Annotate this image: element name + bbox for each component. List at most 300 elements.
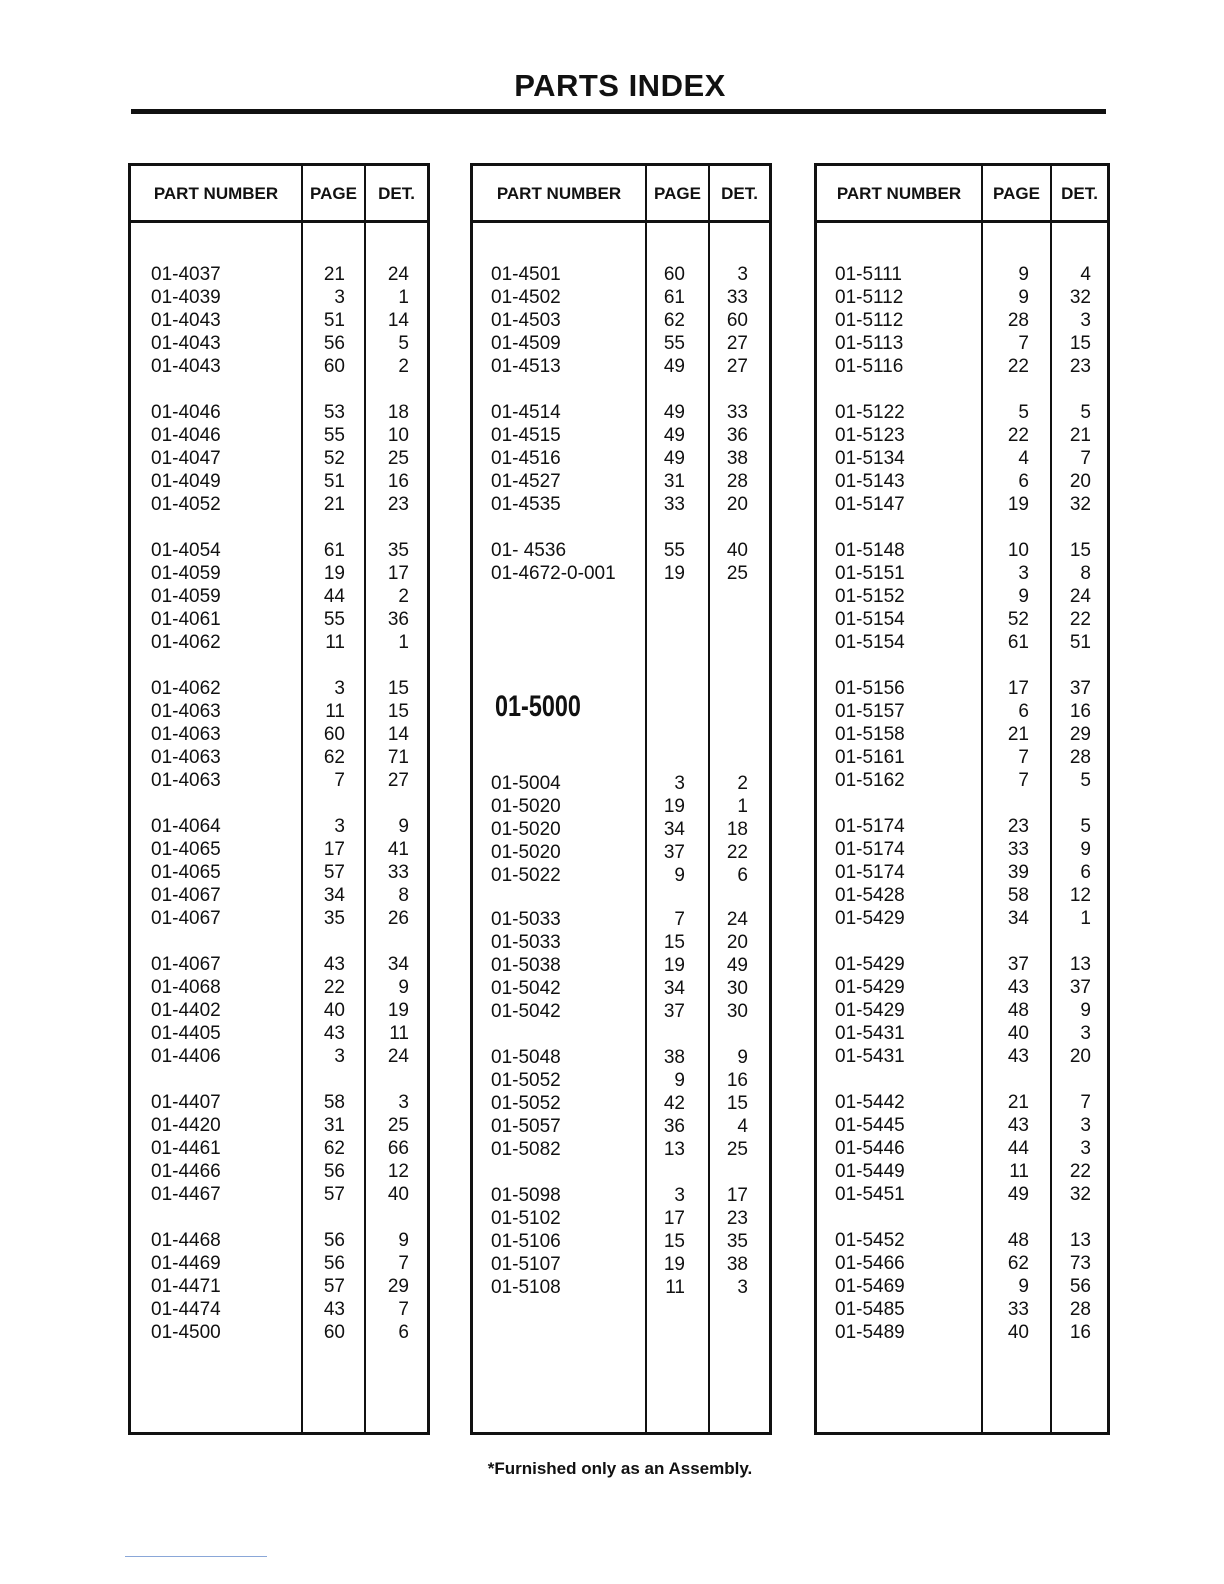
det-cell: 3 — [1080, 1138, 1091, 1159]
part-number-cell: 01-4043 — [151, 356, 221, 377]
part-number-cell: 01-4043 — [151, 333, 221, 354]
page-cell: 53 — [323, 402, 345, 423]
table-row — [817, 815, 1107, 838]
page-cell: 3 — [334, 1046, 345, 1067]
part-number-cell: 01-4067 — [151, 908, 221, 929]
table-row — [131, 608, 427, 631]
table-row — [817, 332, 1107, 355]
part-number-cell: 01-4503 — [491, 310, 561, 331]
det-cell: 40 — [726, 540, 748, 561]
det-cell: 1 — [398, 632, 409, 653]
table-row — [473, 1184, 769, 1207]
parts-table-3 — [814, 163, 1110, 1435]
table-row — [817, 1229, 1107, 1252]
page-cell: 33 — [663, 494, 685, 515]
page-cell: 62 — [1007, 1253, 1029, 1274]
page-cell: 38 — [663, 1047, 685, 1068]
det-cell: 10 — [387, 425, 409, 446]
det-cell: 9 — [398, 816, 409, 837]
table-row — [817, 1160, 1107, 1183]
part-number-cell: 01-4049 — [151, 471, 221, 492]
part-number-cell: 01-5148 — [835, 540, 905, 561]
table-row — [131, 562, 427, 585]
page-cell: 31 — [323, 1115, 345, 1136]
table-row — [817, 608, 1107, 631]
table-row — [131, 1091, 427, 1114]
table-row — [473, 562, 769, 585]
page-cell: 44 — [323, 586, 345, 607]
part-number-cell: 01-5162 — [835, 770, 905, 791]
table-row — [473, 355, 769, 378]
part-number-cell: 01-5112 — [835, 287, 904, 308]
table-row — [817, 286, 1107, 309]
part-number-cell: 01-4046 — [151, 402, 221, 423]
det-cell: 5 — [1080, 402, 1091, 423]
table-row — [473, 977, 769, 1000]
page-cell: 62 — [323, 1138, 345, 1159]
part-number-cell: 01-5042 — [491, 978, 561, 999]
det-cell: 3 — [1080, 1115, 1091, 1136]
det-cell: 32 — [1069, 1184, 1091, 1205]
table-row — [473, 1230, 769, 1253]
part-number-cell: 01-4065 — [151, 862, 221, 883]
det-cell: 1 — [398, 287, 409, 308]
page-cell: 6 — [1018, 701, 1029, 722]
det-cell: 28 — [726, 471, 748, 492]
det-cell: 4 — [737, 1116, 748, 1137]
part-number-cell: 01-4500 — [151, 1322, 221, 1343]
part-number-cell: 01-4063 — [151, 701, 221, 722]
table-row — [473, 795, 769, 818]
part-number-cell: 01-5082 — [491, 1139, 561, 1160]
table-row — [131, 999, 427, 1022]
page-cell: 11 — [1009, 1161, 1029, 1182]
table-row — [131, 976, 427, 999]
part-number-cell: 01-4054 — [151, 540, 221, 561]
det-cell: 2 — [398, 356, 409, 377]
det-cell: 12 — [1069, 885, 1091, 906]
page-cell: 44 — [1007, 1138, 1029, 1159]
table-row — [817, 677, 1107, 700]
det-cell: 26 — [387, 908, 409, 929]
det-cell: 8 — [398, 885, 409, 906]
page-cell: 5 — [1018, 402, 1029, 423]
part-number-cell: 01-4501 — [491, 264, 561, 285]
page-cell: 57 — [323, 862, 345, 883]
table-row — [817, 884, 1107, 907]
part-number-cell: 01-4062 — [151, 678, 221, 699]
det-cell: 24 — [1069, 586, 1091, 607]
page-cell: 3 — [334, 678, 345, 699]
det-cell: 15 — [387, 701, 409, 722]
det-cell: 12 — [387, 1161, 409, 1182]
det-cell: 9 — [1080, 1000, 1091, 1021]
part-number-cell: 01-4515 — [491, 425, 561, 446]
part-number-cell: 01-5485 — [835, 1299, 905, 1320]
det-cell: 22 — [1069, 1161, 1091, 1182]
det-cell: 7 — [398, 1253, 409, 1274]
part-number-cell: 01-5052 — [491, 1070, 561, 1091]
det-cell: 3 — [737, 1277, 748, 1298]
page-cell: 9 — [674, 865, 685, 886]
part-number-cell: 01-5174 — [835, 839, 905, 860]
page-cell: 37 — [663, 842, 685, 863]
det-cell: 33 — [387, 862, 409, 883]
part-number-cell: 01-5154 — [835, 632, 905, 653]
page-cell: 34 — [663, 819, 685, 840]
part-number-cell: 01-5446 — [835, 1138, 905, 1159]
table-row — [817, 1137, 1107, 1160]
page-cell: 39 — [1007, 862, 1029, 883]
page-cell: 34 — [1007, 908, 1029, 929]
det-cell: 30 — [726, 1001, 748, 1022]
table-row — [131, 861, 427, 884]
part-number-cell: 01-5449 — [835, 1161, 905, 1182]
part-number-cell: 01-5151 — [835, 563, 905, 584]
page-cell: 17 — [323, 839, 345, 860]
page-cell: 15 — [663, 932, 685, 953]
page-cell: 34 — [663, 978, 685, 999]
det-cell: 7 — [1080, 1092, 1091, 1113]
part-number-cell: 01-5429 — [835, 908, 905, 929]
part-number-cell: 01-4062 — [151, 632, 221, 653]
part-number-cell: 01-4502 — [491, 287, 561, 308]
page-cell: 7 — [1018, 747, 1029, 768]
part-number-cell: 01-5152 — [835, 586, 905, 607]
table-row — [473, 539, 769, 562]
table-row — [817, 1321, 1107, 1344]
page-cell: 13 — [663, 1139, 685, 1160]
part-number-cell: 01-4466 — [151, 1161, 221, 1182]
part-number-cell: 01-5004 — [491, 773, 561, 794]
header-page: PAGE — [310, 184, 357, 203]
page-cell: 55 — [323, 609, 345, 630]
part-number-cell: 01-4672-0-001 — [491, 563, 616, 584]
det-cell: 6 — [1080, 862, 1091, 883]
table-row — [473, 1207, 769, 1230]
page-cell: 19 — [663, 796, 685, 817]
det-cell: 37 — [1069, 977, 1091, 998]
table-row — [473, 1138, 769, 1161]
table-row — [131, 1114, 427, 1137]
det-cell: 19 — [387, 1000, 409, 1021]
page-cell: 23 — [1007, 816, 1029, 837]
page-cell: 55 — [663, 540, 685, 561]
det-cell: 9 — [398, 1230, 409, 1251]
det-cell: 1 — [1080, 908, 1091, 929]
table-row — [131, 953, 427, 976]
part-number-cell: 01-5161 — [835, 747, 905, 768]
table-row — [131, 309, 427, 332]
part-number-cell: 01-5048 — [491, 1047, 561, 1068]
part-number-cell: 01-5057 — [491, 1116, 561, 1137]
det-cell: 18 — [387, 402, 409, 423]
parts-table-2 — [470, 163, 772, 1435]
table-row — [473, 864, 769, 887]
det-cell: 20 — [1069, 471, 1091, 492]
part-number-cell: 01-5451 — [835, 1184, 905, 1205]
page-cell: 56 — [323, 1161, 345, 1182]
det-cell: 22 — [726, 842, 748, 863]
table-row — [473, 401, 769, 424]
page-cell: 3 — [674, 1185, 685, 1206]
table-row — [817, 493, 1107, 516]
table-row — [817, 447, 1107, 470]
part-number-cell: 01-4474 — [151, 1299, 221, 1320]
part-number-cell: 01-5445 — [835, 1115, 905, 1136]
divider — [125, 1556, 267, 1557]
table-row — [817, 1275, 1107, 1298]
page-cell: 48 — [1007, 1000, 1029, 1021]
det-cell: 20 — [1069, 1046, 1091, 1067]
page-cell: 60 — [663, 264, 685, 285]
page-cell: 52 — [323, 448, 345, 469]
det-cell: 16 — [1069, 701, 1091, 722]
det-cell: 29 — [1069, 724, 1091, 745]
det-cell: 36 — [726, 425, 748, 446]
part-number-cell: 01-5147 — [835, 494, 905, 515]
page-cell: 62 — [663, 310, 685, 331]
table-row — [131, 1252, 427, 1275]
header-det: DET. — [721, 184, 758, 203]
table-row — [817, 1114, 1107, 1137]
part-number-cell: 01-4407 — [151, 1092, 221, 1113]
header-part-number: PART NUMBER — [153, 184, 279, 203]
page-cell: 7 — [1018, 770, 1029, 791]
table-row — [131, 286, 427, 309]
det-cell: 15 — [1069, 540, 1091, 561]
page-cell: 58 — [1007, 885, 1029, 906]
header-page: PAGE — [993, 184, 1040, 203]
det-cell: 17 — [387, 563, 409, 584]
det-cell: 16 — [387, 471, 409, 492]
page-cell: 56 — [323, 1253, 345, 1274]
det-cell: 38 — [726, 1254, 748, 1275]
header-rule — [817, 220, 1107, 223]
page-cell: 17 — [1007, 678, 1029, 699]
part-number-cell: 01-5113 — [835, 333, 904, 354]
page-cell: 21 — [1007, 1092, 1029, 1113]
part-number-cell: 01-5123 — [835, 425, 905, 446]
table-row — [131, 585, 427, 608]
table-row — [817, 1045, 1107, 1068]
part-number-cell: 01-4467 — [151, 1184, 221, 1205]
det-cell: 15 — [726, 1093, 748, 1114]
det-cell: 16 — [726, 1070, 748, 1091]
part-number-cell: 01-5020 — [491, 819, 561, 840]
det-cell: 17 — [726, 1185, 748, 1206]
table-row — [131, 424, 427, 447]
part-number-cell: 01-5038 — [491, 955, 561, 976]
page-cell: 57 — [323, 1276, 345, 1297]
table-row — [473, 1000, 769, 1023]
page-cell: 49 — [663, 356, 685, 377]
table-row — [817, 700, 1107, 723]
det-cell: 35 — [387, 540, 409, 561]
part-number-cell: 01-4063 — [151, 724, 221, 745]
part-number-cell: 01-5143 — [835, 471, 905, 492]
page-cell: 48 — [1007, 1230, 1029, 1251]
det-cell: 11 — [389, 1023, 409, 1044]
det-cell: 6 — [737, 865, 748, 886]
table-row — [131, 1022, 427, 1045]
det-cell: 20 — [726, 494, 748, 515]
part-number-cell: 01-4067 — [151, 954, 221, 975]
part-number-cell: 01-4516 — [491, 448, 561, 469]
det-cell: 9 — [398, 977, 409, 998]
part-number-cell: 01-4059 — [151, 586, 221, 607]
det-cell: 6 — [398, 1322, 409, 1343]
table-row — [131, 1229, 427, 1252]
table-row — [817, 562, 1107, 585]
part-number-cell: 01-5107 — [491, 1254, 561, 1275]
part-number-cell: 01-5429 — [835, 954, 905, 975]
det-cell: 3 — [398, 1092, 409, 1113]
page-cell: 56 — [323, 1230, 345, 1251]
table-row — [131, 470, 427, 493]
page-cell: 21 — [323, 264, 345, 285]
part-number-cell: 01-4047 — [151, 448, 221, 469]
page-cell: 60 — [323, 356, 345, 377]
page-cell: 31 — [663, 471, 685, 492]
det-cell: 49 — [726, 955, 748, 976]
det-cell: 4 — [1080, 264, 1091, 285]
page-cell: 17 — [663, 1208, 685, 1229]
part-number-cell: 01-5098 — [491, 1185, 561, 1206]
table-row — [817, 401, 1107, 424]
page-cell: 61 — [323, 540, 345, 561]
part-number-cell: 01-4420 — [151, 1115, 221, 1136]
page-cell: 62 — [323, 747, 345, 768]
table-row — [473, 1092, 769, 1115]
part-number-cell: 01-4037 — [151, 264, 221, 285]
det-cell: 18 — [726, 819, 748, 840]
part-number-cell: 01-5042 — [491, 1001, 561, 1022]
page-cell: 51 — [323, 310, 345, 331]
part-number-cell: 01-4469 — [151, 1253, 221, 1274]
table-row — [817, 723, 1107, 746]
page-cell: 11 — [665, 1277, 685, 1298]
det-cell: 15 — [387, 678, 409, 699]
det-cell: 60 — [726, 310, 748, 331]
table-row — [473, 841, 769, 864]
page-cell: 19 — [663, 1254, 685, 1275]
table-row — [131, 1275, 427, 1298]
table-row — [131, 838, 427, 861]
part-number-cell: 01-4065 — [151, 839, 221, 860]
page-cell: 15 — [663, 1231, 685, 1252]
part-number-cell: 01-5429 — [835, 977, 905, 998]
det-cell: 73 — [1069, 1253, 1091, 1274]
det-cell: 51 — [1069, 632, 1091, 653]
parts-table-1 — [128, 163, 430, 1435]
header-det: DET. — [378, 184, 415, 203]
table-row — [131, 355, 427, 378]
part-number-cell: 01-5020 — [491, 796, 561, 817]
part-number-cell: 01-5122 — [835, 402, 905, 423]
header-rule — [473, 220, 769, 223]
part-number-cell: 01-5112 — [835, 310, 904, 331]
page-cell: 28 — [1007, 310, 1029, 331]
table-row — [131, 907, 427, 930]
page-cell: 40 — [1007, 1322, 1029, 1343]
page-cell: 60 — [323, 724, 345, 745]
det-cell: 41 — [387, 839, 409, 860]
part-number-cell: 01-4046 — [151, 425, 221, 446]
page-cell: 56 — [323, 333, 345, 354]
part-number-cell: 01-4067 — [151, 885, 221, 906]
table-row — [131, 493, 427, 516]
det-cell: 3 — [1080, 310, 1091, 331]
part-number-cell: 01-4509 — [491, 333, 561, 354]
page-cell: 22 — [1007, 425, 1029, 446]
table-row — [473, 1069, 769, 1092]
det-cell: 27 — [726, 356, 748, 377]
part-number-cell: 01-4535 — [491, 494, 561, 515]
table-row — [817, 585, 1107, 608]
part-number-cell: 01-4061 — [151, 609, 221, 630]
det-cell: 66 — [387, 1138, 409, 1159]
page-cell: 51 — [323, 471, 345, 492]
page-cell: 55 — [323, 425, 345, 446]
part-number-cell: 01-4068 — [151, 977, 221, 998]
part-number-cell: 01-4052 — [151, 494, 221, 515]
page-cell: 37 — [663, 1001, 685, 1022]
table-row — [817, 1022, 1107, 1045]
table-row — [817, 838, 1107, 861]
page-cell: 22 — [1007, 356, 1029, 377]
part-number-cell: 01-5431 — [835, 1023, 905, 1044]
part-number-cell: 01-4039 — [151, 287, 221, 308]
table-row — [131, 401, 427, 424]
det-cell: 2 — [737, 773, 748, 794]
det-cell: 36 — [387, 609, 409, 630]
table-row — [817, 1252, 1107, 1275]
part-number-cell: 01-4468 — [151, 1230, 221, 1251]
det-cell: 30 — [726, 978, 748, 999]
det-cell: 23 — [387, 494, 409, 515]
part-number-cell: 01-5033 — [491, 909, 561, 930]
page-cell: 34 — [323, 885, 345, 906]
page-cell: 6 — [1018, 471, 1029, 492]
det-cell: 25 — [387, 448, 409, 469]
part-number-cell: 01-5428 — [835, 885, 905, 906]
page-cell: 57 — [323, 1184, 345, 1205]
table-row — [131, 815, 427, 838]
det-cell: 29 — [387, 1276, 409, 1297]
table-row — [131, 746, 427, 769]
page-cell: 43 — [1007, 977, 1029, 998]
page-cell: 61 — [663, 287, 685, 308]
part-number-cell: 01-5111 — [835, 264, 902, 285]
part-number-cell: 01-5156 — [835, 678, 905, 699]
footnote: *Furnished only as an Assembly. — [487, 1459, 753, 1478]
page-cell: 58 — [323, 1092, 345, 1113]
page-cell: 4 — [1018, 448, 1029, 469]
page-cell: 43 — [323, 1023, 345, 1044]
page-cell: 43 — [323, 1299, 345, 1320]
table-row — [473, 1276, 769, 1299]
table-row — [817, 999, 1107, 1022]
page-cell: 19 — [323, 563, 345, 584]
page-cell: 3 — [674, 773, 685, 794]
det-cell: 3 — [1080, 1023, 1091, 1044]
det-cell: 32 — [1069, 287, 1091, 308]
table-row — [473, 1046, 769, 1069]
det-cell: 7 — [398, 1299, 409, 1320]
page-cell: 11 — [325, 701, 345, 722]
table-row — [817, 746, 1107, 769]
